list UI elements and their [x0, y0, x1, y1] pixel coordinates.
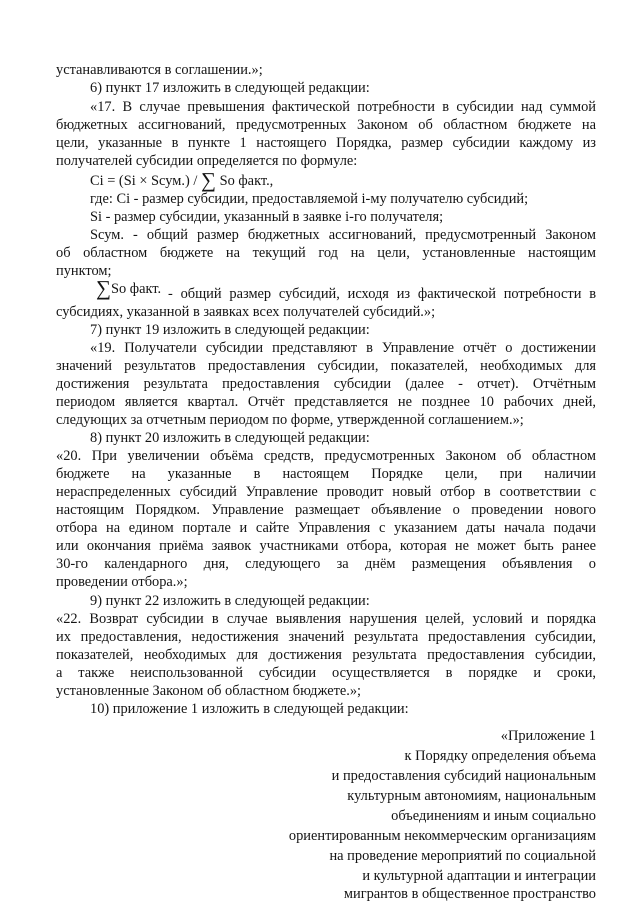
appendix-heading-line: и предоставления субсидий национальным [331, 768, 596, 784]
text-line: 6) пункт 17 изложить в следующей редакции: [90, 80, 370, 96]
text-line: достижения результата предоставления субсидии (далее - отчет). Отчётным [56, 376, 596, 392]
text-line: настоящим Порядком. Управление размещает объявление о проведении нового [56, 502, 596, 518]
text-line: получателей субсидии определяется по формуле: [56, 153, 358, 169]
text-line: цели, указанные в пункте 1 настоящего Порядка, размер субсидии каждому из [56, 135, 596, 151]
formula-lhs: Ci = (Si [90, 173, 136, 189]
appendix-heading-line: и культурной адаптации и интеграции [362, 868, 596, 884]
appendix-heading-line: на проведение мероприятий по социальной [329, 848, 596, 864]
text-line: «22. Возврат субсидии в случае выявления нарушения целей, условий и порядка [56, 611, 596, 627]
text-line: пунктом; [56, 263, 112, 279]
sum-symbol: ∑ [200, 168, 216, 192]
text-line: значений результатов предоставления субсидии, показателей, необходимых для [56, 358, 596, 374]
appendix-heading-line: ориентированным некоммерческим организациям [288, 828, 596, 844]
text-line: 7) пункт 19 изложить в следующей редакции: [90, 322, 370, 338]
text-line: отбора на едином портале и сайте Управления с указанием даты начала подачи [56, 520, 596, 536]
text-line: а также неиспользованной субсидии осуществляется в порядке и сроки, [56, 665, 596, 681]
text-line: бюджетных ассигнований, предусмотренных Законом об областном бюджете на [56, 117, 596, 133]
text-line: об областном бюджете на текущий год на цели, установленные настоящим [56, 245, 596, 261]
appendix-heading-line: культурным автономиям, национальным [347, 788, 596, 804]
text-line: или окончания приёма заявок участниками отбора, которая не может быть ранее [56, 538, 596, 554]
sum-term [96, 277, 161, 299]
formula-rhs: So факт., [219, 173, 274, 189]
sum-symbol: ∑ [96, 276, 111, 300]
text-line: устанавливаются в соглашении.»; [56, 62, 263, 78]
formula-mid: Sсум.) / [151, 173, 198, 189]
text-line: субсидиях, указанной в заявках всех получателей субсидий.»; [56, 304, 436, 320]
text-line: показателей, необходимых для достижения результата предоставления субсидии, [56, 647, 596, 663]
text-line: следующих за отчетным периодом по форме, утвержденной соглашением.»; [56, 412, 524, 428]
appendix-heading-line: к Порядку определения объема [404, 748, 596, 764]
text-line: нераспределенных субсидий Управление проводит новый отбор в соответствии с [56, 484, 596, 500]
text-line: «20. При увеличении объёма средств, предусмотренных Законом об областном [56, 448, 596, 464]
text-line: 30-го календарного дня, следующего за днём размещения объявления о [56, 556, 596, 572]
text-line: их предоставления, недостижения значений результата предоставления субсидии, [56, 629, 596, 645]
text-line: Sсум. - общий размер бюджетных ассигнований, предусмотренный Законом [90, 227, 596, 243]
appendix-heading-line: мигрантов в общественное пространство [343, 886, 596, 902]
text-line: 9) пункт 22 изложить в следующей редакции: [90, 593, 370, 609]
text-line: 8) пункт 20 изложить в следующей редакции: [90, 430, 370, 446]
text-line: где: Ci - размер субсидии, предоставляемой i-му получателю субсидий; [90, 191, 529, 207]
multiply-sign: × [139, 173, 148, 189]
text-line: периодом является квартал. Отчёт представляется не позднее 10 рабочих дней, [56, 394, 596, 410]
text-line: установленные Законом об областном бюджете.»; [56, 683, 362, 699]
appendix-heading-line: объединениям и иным социально [391, 808, 596, 824]
text-line: бюджете на указанные в настоящем Порядке цели, при наличии [56, 466, 596, 482]
text-line: «19. Получатели субсидии представляют в Управление отчёт о достижении [90, 340, 596, 356]
text-line: Si - размер субсидии, указанный в заявке i-го получателя; [90, 209, 444, 225]
text-line: «17. В случае превышения фактической потребности в субсидии над суммой [90, 99, 596, 115]
sum-label: So факт. [110, 281, 162, 297]
text-line: 10) приложение 1 изложить в следующей редакции: [90, 701, 409, 717]
text-line: - общий размер субсидий, исходя из фактической потребности в [168, 286, 596, 302]
text-line: проведении отбора.»; [56, 574, 188, 590]
formula [90, 170, 273, 190]
appendix-heading-line: «Приложение 1 [500, 728, 596, 744]
